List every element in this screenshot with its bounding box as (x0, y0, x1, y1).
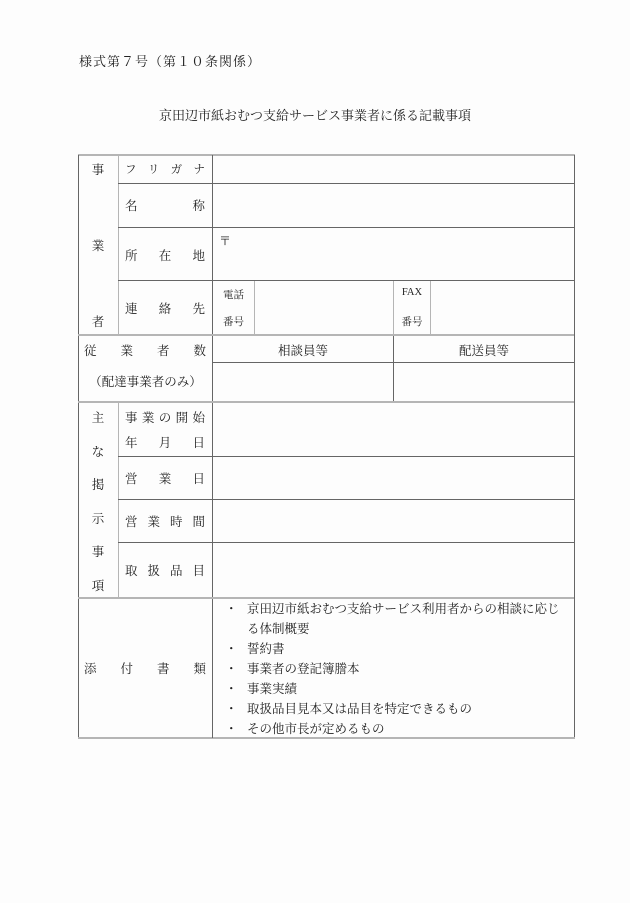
address-label: 所 在 地 (125, 248, 205, 263)
business-days-field[interactable] (213, 457, 574, 499)
table-border-right (574, 155, 575, 739)
business-hours-label: 営 業 時 間 (125, 513, 205, 529)
business-group-label: 事 業 者 (91, 162, 105, 329)
list-item: ・ 誓約書 (213, 639, 574, 659)
divider (118, 402, 119, 598)
delivery-header: 配送員等 (458, 343, 509, 358)
bullet-icon: ・ (225, 701, 238, 716)
name-field[interactable] (213, 184, 574, 227)
list-item: ・ 事業実績 (213, 679, 574, 699)
posting-group-label: 主 な 掲 示 事 項 (91, 410, 105, 593)
consultant-header: 相談員等 (277, 343, 328, 358)
furigana-field[interactable] (213, 156, 574, 183)
consultant-count-field[interactable] (213, 363, 393, 401)
start-date-label: 事 業 の 開 始 年 月 日 (125, 410, 205, 450)
list-item: ・ その他市長が定めるもの (213, 719, 574, 739)
phone-field[interactable] (255, 281, 393, 334)
attachments-list-cell (213, 599, 574, 737)
bullet-icon: ・ (225, 661, 238, 676)
staff-count-label: 従 業 者 数 (84, 343, 206, 358)
business-days-label: 営 業 日 (125, 470, 205, 486)
attachments-label: 添 付 書 類 (84, 661, 206, 676)
products-field[interactable] (213, 543, 574, 597)
attachments-list (213, 599, 574, 739)
bullet-icon: ・ (225, 641, 238, 656)
bullet-icon: ・ (225, 721, 238, 736)
divider (118, 155, 119, 335)
delivery-count-field[interactable] (394, 363, 574, 401)
products-label: 取 扱 品 目 (125, 562, 205, 578)
business-hours-field[interactable] (213, 500, 574, 542)
document-title: 京田辺市紙おむつ支給サービス事業者に係る記載事項 (158, 109, 471, 124)
fax-field[interactable] (431, 281, 574, 334)
staff-count-sublabel: （配達事業者のみ） (89, 374, 202, 389)
postal-mark: 〒 (219, 234, 232, 248)
list-item: ・ 取扱品目見本又は品目を特定できるもの (213, 699, 574, 719)
contact-label: 連 絡 先 (125, 300, 205, 316)
phone-label: 電話 番号 (223, 289, 244, 328)
name-label: 名 称 (125, 198, 205, 213)
form-number: 様式第７号（第１０条関係） (79, 55, 262, 70)
fax-label: FAX 番号 (401, 287, 423, 328)
list-item: ・ 事業者の登記簿謄本 (213, 659, 574, 679)
bullet-icon: ・ (225, 681, 238, 696)
bullet-icon: ・ (225, 601, 238, 616)
start-date-field[interactable] (213, 403, 574, 456)
furigana-label: フ リ ガ ナ (125, 162, 205, 176)
address-field[interactable] (213, 228, 574, 280)
list-item: ・ 京田辺市紙おむつ支給サービス利用者からの相談に応じる体制概要 (213, 599, 574, 639)
